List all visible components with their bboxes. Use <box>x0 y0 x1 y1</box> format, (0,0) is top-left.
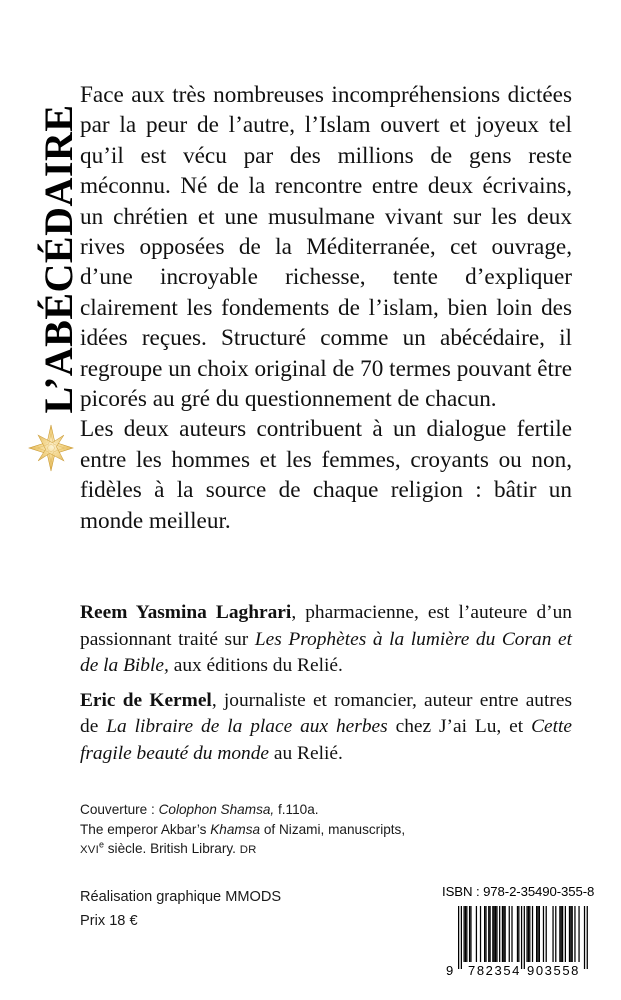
ean-group-2: 903558 <box>527 963 580 978</box>
author-bio-1-text-after: aux éditions du Relié. <box>168 655 343 676</box>
cover-credits-century-numeral: XVI <box>80 844 99 856</box>
isbn-block <box>442 884 594 978</box>
author-name-2: Eric de Kermel <box>80 689 212 711</box>
blurb-paragraph-1: Face aux très nombreuses incompréhensions dictées par la peur de l’autre, l’Islam ouvert et joyeux tel qu’il est vécu par des millions de gens reste méconnu. Né de la rencontre entre deux écrivains, un chrétien et une musulmane vivant sur les deux rives opposées de la Méditerranée, cet ouvrage, d’une incroyable richesse, tente d’expliquer clairement les fondements de l’islam, bien loin des idées reçues. Structuré comme un abécédaire, il regroupe un choix original de 70 termes pouvant être picorés au gré du questionnement de chacun. <box>80 82 572 413</box>
colophon <box>80 885 410 933</box>
author-bio-2-work-2: Cette fragile beauté du monde <box>80 716 572 764</box>
price-line: Prix 18 € <box>80 913 138 929</box>
ean-left-digit: 9 <box>446 963 454 978</box>
cover-credits-century-suffix: e <box>98 839 104 850</box>
cover-credits-line-2 <box>80 820 480 840</box>
blurb-text <box>80 80 572 536</box>
graphic-design-credit: Réalisation graphique MMODS <box>80 889 282 905</box>
author-bio-1 <box>80 600 572 680</box>
blurb-paragraph-2: Les deux auteurs contribuent à un dialogue fertile entre les hommes et les femmes, croyants ou non, fidèles à la source de chaque religion : bâtir un monde meilleur. <box>80 416 572 534</box>
cover-credits <box>80 800 480 861</box>
spine-title: L’ABÉCÉDAIRE <box>36 104 81 414</box>
cover-credits-line-2b: of Nizami, manuscripts, <box>260 821 406 837</box>
cover-credits-label: Couverture : <box>80 802 159 817</box>
ean-group-1: 782354 <box>468 963 521 978</box>
author-bios <box>80 600 572 767</box>
cover-credits-work: Colophon Shamsa, <box>158 802 275 817</box>
author-name-1: Reem Yasmina Laghrari <box>80 602 292 623</box>
cover-credits-line-3 <box>80 839 480 861</box>
cover-credits-line-1 <box>80 800 480 820</box>
cover-credits-line-2a: The emperor Akbar’s <box>80 821 211 837</box>
author-bio-2-work-1: La libraire de la place aux herbes <box>106 716 388 737</box>
author-bio-1-text-before: , pharmacienne, est l’auteure d’un passionnant traité sur <box>80 602 572 650</box>
cover-credits-folio: f.110a. <box>274 802 319 817</box>
cover-credits-source: siècle. British Library. <box>103 841 240 856</box>
ean13-barcode <box>442 904 594 978</box>
author-bio-1-work: Les Prophètes à la lumière du Coran et de la Bible, <box>80 628 572 676</box>
author-bio-2-text-before: , journaliste et romancier, auteur entre autres de <box>80 689 572 737</box>
cover-credits-manuscript: Khamsa <box>210 821 261 837</box>
author-bio-2 <box>80 688 572 768</box>
isbn-label: ISBN : 978-2-35490-355-8 <box>442 884 595 899</box>
cover-credits-rights: DR <box>239 844 257 856</box>
author-bio-2-text-mid: chez J’ai Lu, et <box>387 716 532 737</box>
eight-pointed-star-icon <box>27 424 75 472</box>
author-bio-2-text-after: au Relié. <box>269 742 343 764</box>
